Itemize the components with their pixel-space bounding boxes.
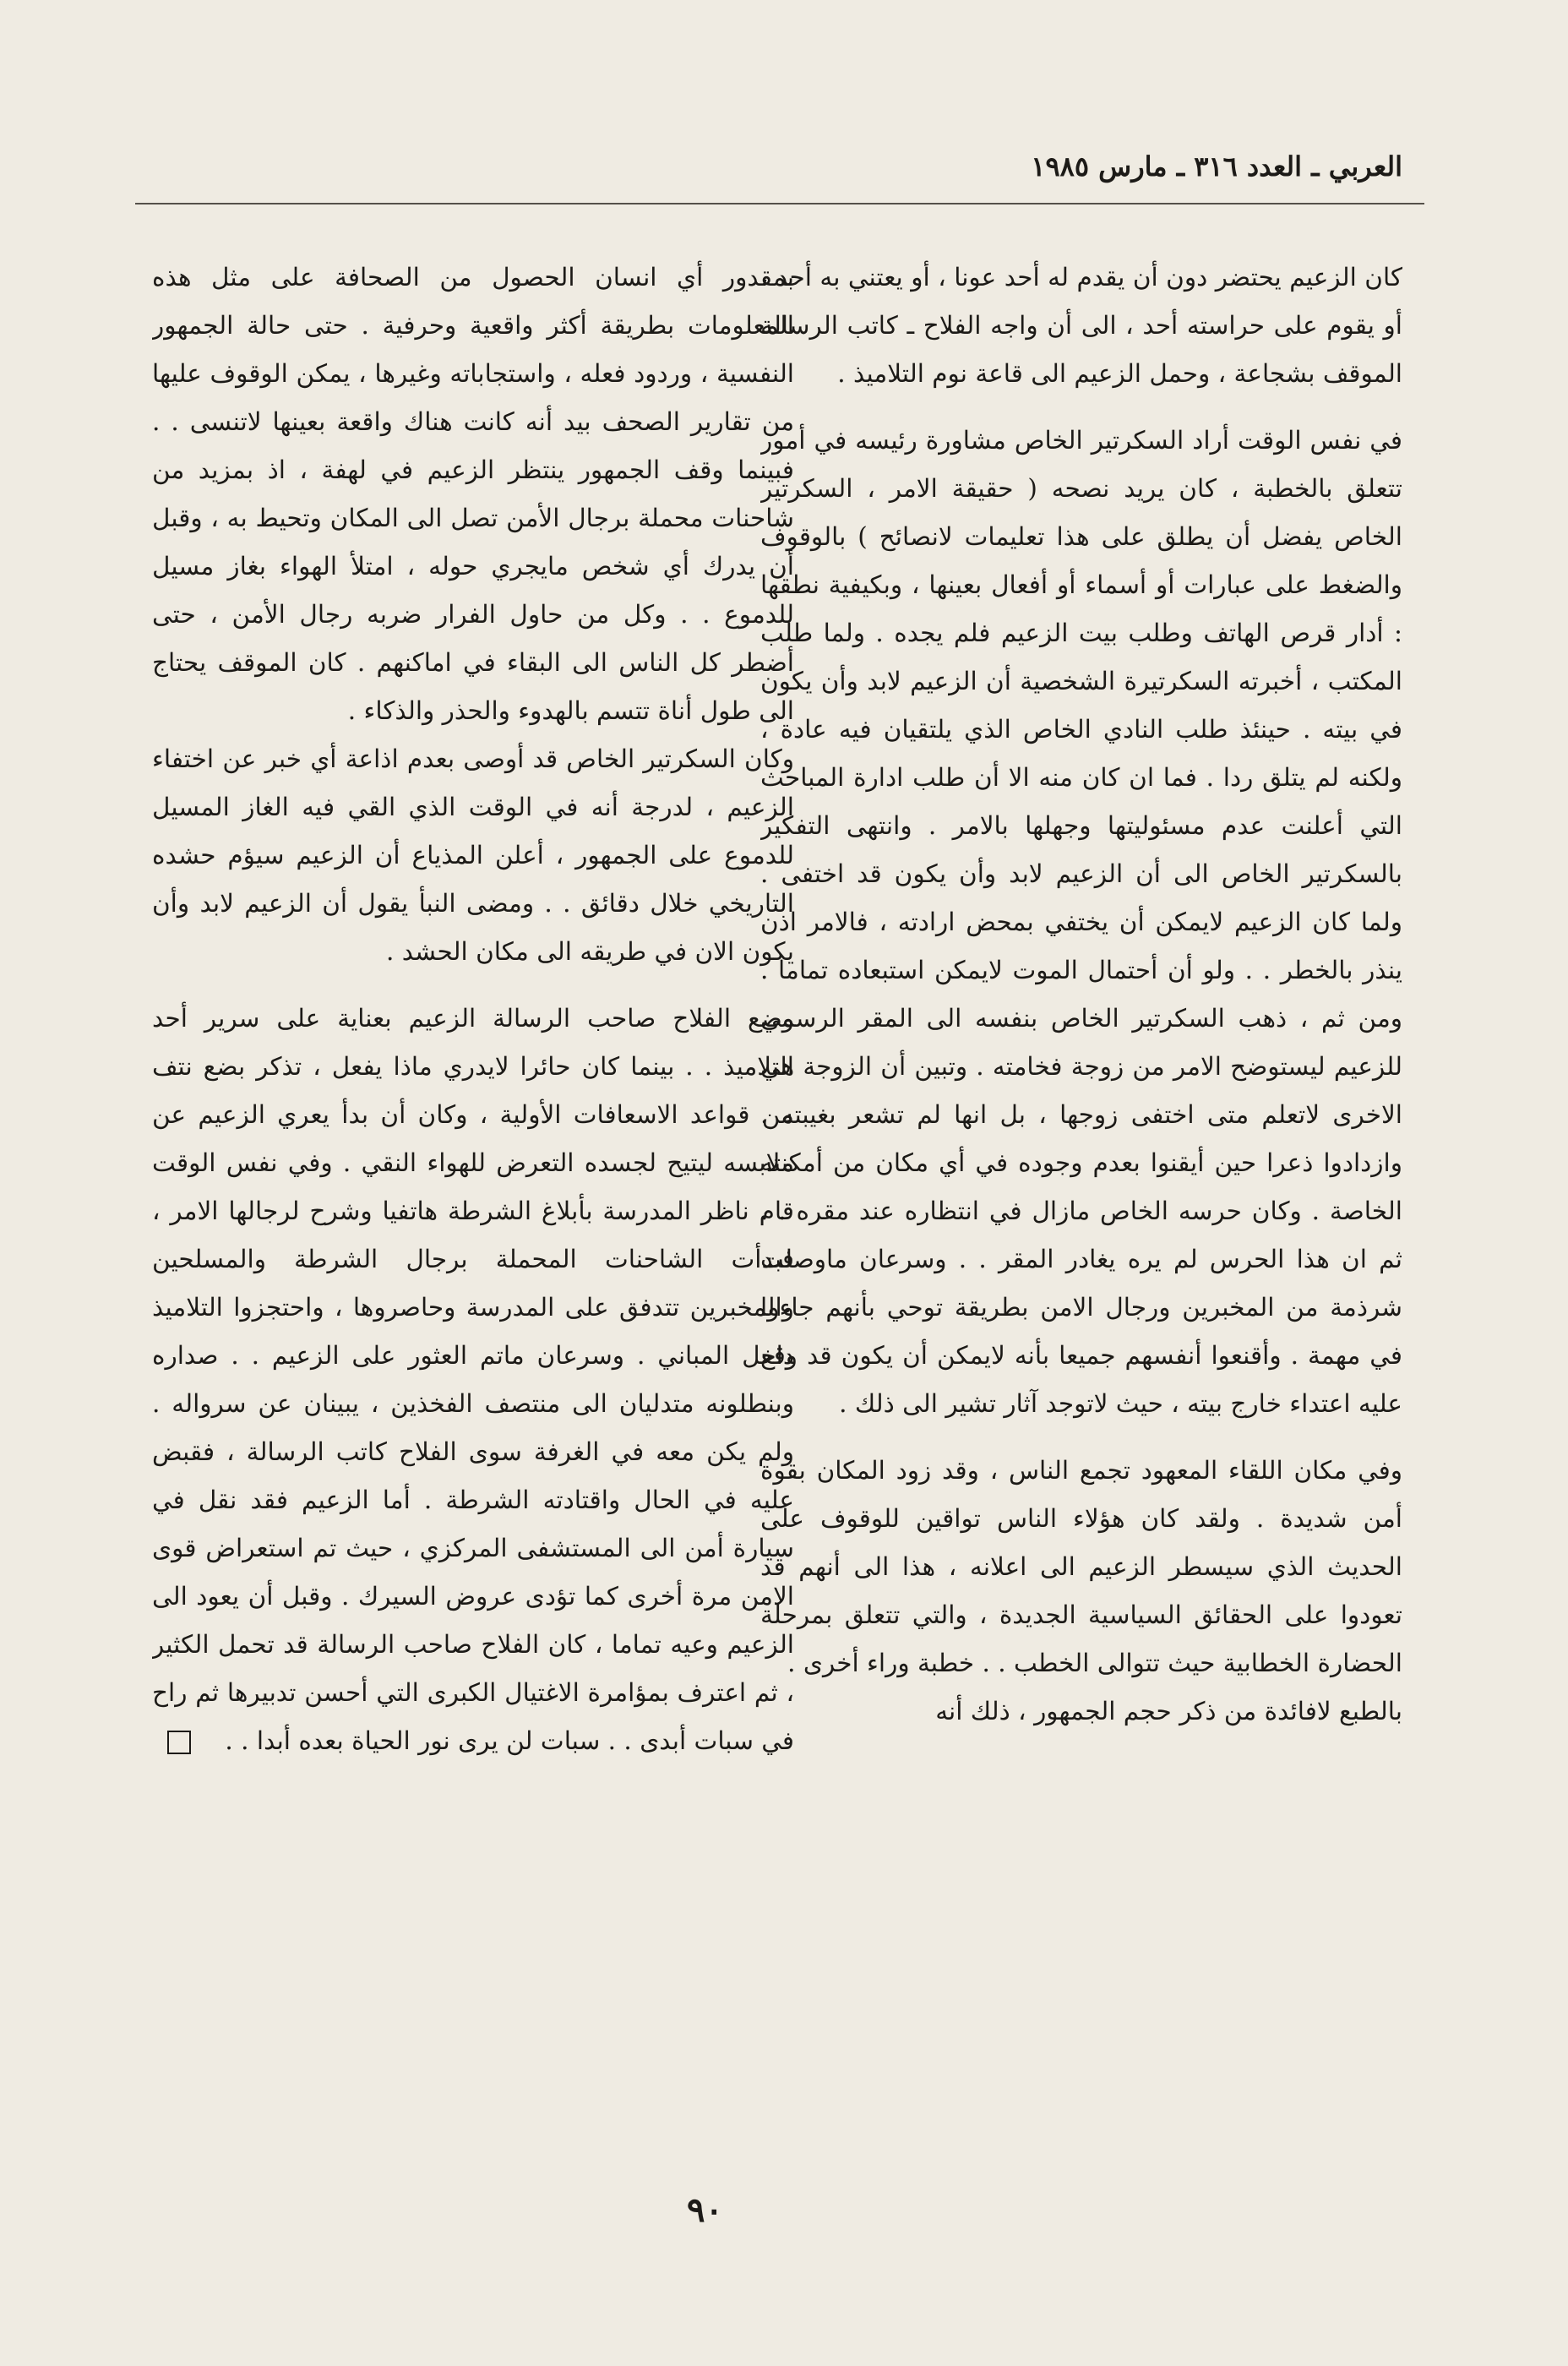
paragraph: وكان السكرتير الخاص قد أوصى بعدم اذاعة أي خبر عن اختفاء الزعيم ، لدرجة أنه في الوقت الذي القي فيه الغاز المسيل للدموع على الجمهور ، أعلن المذياع أن الزعيم سيؤم حشده التاريخي خلال دقائق . . ومضى النبأ يقول أن الزعيم لابد وأن يكون الان في طريقه الى مكان الحشد . — [152, 744, 794, 966]
paragraph: بمقدور أي انسان الحصول من الصحافة على مثل هذه المعلومات بطريقة أكثر واقعية وحرفية . حتى حالة الجمهور النفسية ، وردود فعله ، واستجاباته وغيرها ، يمكن الوقوف عليها من تقارير الصحف بيد أنه كانت هناك واقعة بعينها لاتنسى . . فبينما وقف الجمهور ينتظر الزعيم في لهفة ، اذ بمزيد من شاحنات محملة برجال الأمن تصل الى المكان وتحيط به ، وقبل أن يدرك أي شخص مايجري حوله ، امتلأ الهواء بغاز مسيل للدموع . . وكل من حاول الفرار ضربه رجال الأمن ، حتى أضطر كل الناس الى البقاء في اماكنهم . كان الموقف يحتاج الى طول أناة تتسم بالهدوء والحذر والذكاء . — [152, 263, 794, 725]
paragraph-with-end-mark — [152, 995, 794, 1765]
left-column — [152, 254, 794, 2146]
paragraph: كان الزعيم يحتضر دون أن يقدم له أحد عونا ، أو يعتني به أحد ، أو يقوم على حراسته أحد ، الى أن واجه الفلاح ـ كاتب الرسالة الموقف بشجاعة ، وحمل الزعيم الى قاعة نوم التلاميذ . — [760, 263, 1402, 388]
paragraph: بالطبع لافائدة من ذكر حجم الجمهور ، ذلك أنه — [935, 1697, 1402, 1725]
running-head: العربي ـ العدد ٣١٦ ـ مارس ١٩٨٥ — [1031, 150, 1402, 183]
right-column — [760, 254, 1402, 2146]
paragraph: في نفس الوقت أراد السكرتير الخاص مشاورة رئيسه في أمور تتعلق بالخطبة ، كان يريد نصحه ( حقيقة الامر ، السكرتير الخاص يفضل أن يطلق على هذا تعليمات لانصائح ) بالوقوف والضغط على عبارات أو أسماء أو أفعال بعينها ، وبكيفية نطقها : أدار قرص الهاتف وطلب بيت الزعيم فلم يجده . ولما طلب المكتب ، أخبرته السكرتيرة الشخصية أن الزعيم لابد وأن يكون في بيته . حينئذ طلب النادي الخاص الذي يلتقيان فيه عادة ، ولكنه لم يتلق ردا . فما ان كان منه الا أن طلب ادارة المباحث التي أعلنت عدم مسئوليتها وجهلها بالامر . وانتهى التفكير بالسكرتير الخاص الى أن الزعيم لابد وأن يكون قد اختفى . ولما كان الزعيم لايمكن أن يختفي بمحض ارادته ، فالامر اذن ينذر بالخطر . . ولو أن أحتمال الموت لايمكن استبعاده تماما . ومن ثم ، ذهب السكرتير الخاص بنفسه الى المقر الرسمي للزعيم ليستوضح الامر من زوجة فخامته . وتبين أن الزوجة هي الاخرى لاتعلم متى اختفى زوجها ، بل انها لم تشعر بغيبته . وازدادوا ذعرا حين أيقنوا بعدم وجوده في أي مكان من أمكنته الخاصة . وكان حرسه الخاص مازال في انتظاره عند مقره . . ثم ان هذا الحرس لم يره يغادر المقر . . وسرعان ماوصلت شرذمة من المخبرين ورجال الامن بطريقة توحي بأنهم جاءوا في مهمة . وأقنعوا أنفسهم جميعا بأنه لايمكن أن يكون قد وقع عليه اعتداء خارج بيته ، حيث لاتوجد آثار تشير الى ذلك . — [760, 426, 1402, 1418]
paragraph-text: وضع الفلاح صاحب الرسالة الزعيم بعناية على سرير أحد التلاميذ . . بينما كان حائرا لايدري ماذا يفعل ، تذكر بضع نتف من قواعد الاسعافات الأولية ، وكان أن بدأ يعري الزعيم عن ملابسه ليتيح لجسده التعرض للهواء النقي . وفي نفس الوقت قام ناظر المدرسة بأبلاغ الشرطة هاتفيا وشرح لرجالها الامر ، فبدأت الشاحنات المحملة برجال الشرطة والمسلحين والمخبرين تتدفق على المدرسة وحاصروها ، واحتجزوا التلاميذ داخل المباني . وسرعان ماتم العثور على الزعيم . . صداره وبنطلونه متدليان الى منتصف الفخذين ، يبينان عن سرواله . ولم يكن معه في الغرفة سوى الفلاح كاتب الرسالة ، فقبض عليه في الحال واقتادته الشرطة . أما الزعيم فقد نقل في سيارة أمن الى المستشفى المركزي ، حيث تم استعراض قوى الامن مرة أخرى كما تؤدى عروض السيرك . وقبل أن يعود الى الزعيم وعيه تماما ، كان الفلاح صاحب الرسالة قد تحمل الكثير ، ثم اعترف بمؤامرة الاغتيال الكبرى التي أحسن تدبيرها ثم راح في سبات أبدى . . سبات لن يرى نور الحياة بعده أبدا . . — [152, 1004, 794, 1755]
paragraph: وفي مكان اللقاء المعهود تجمع الناس ، وقد زود المكان بقوة أمن شديدة . ولقد كان هؤلاء الناس تواقين للوقوف على الحديث الذي سيسطر الزعيم الى اعلانه ، هذا الى أنهم قد تعودوا على الحقائق السياسية الجديدة ، والتي تتعلق بمرحلة الحضارة الخطابية حيث تتوالى الخطب . . خطبة وراء أخرى . — [760, 1456, 1402, 1677]
header-rule — [135, 203, 1424, 204]
end-of-article-square-icon — [167, 1731, 191, 1754]
page-number: ٩٠ — [687, 2190, 723, 2230]
